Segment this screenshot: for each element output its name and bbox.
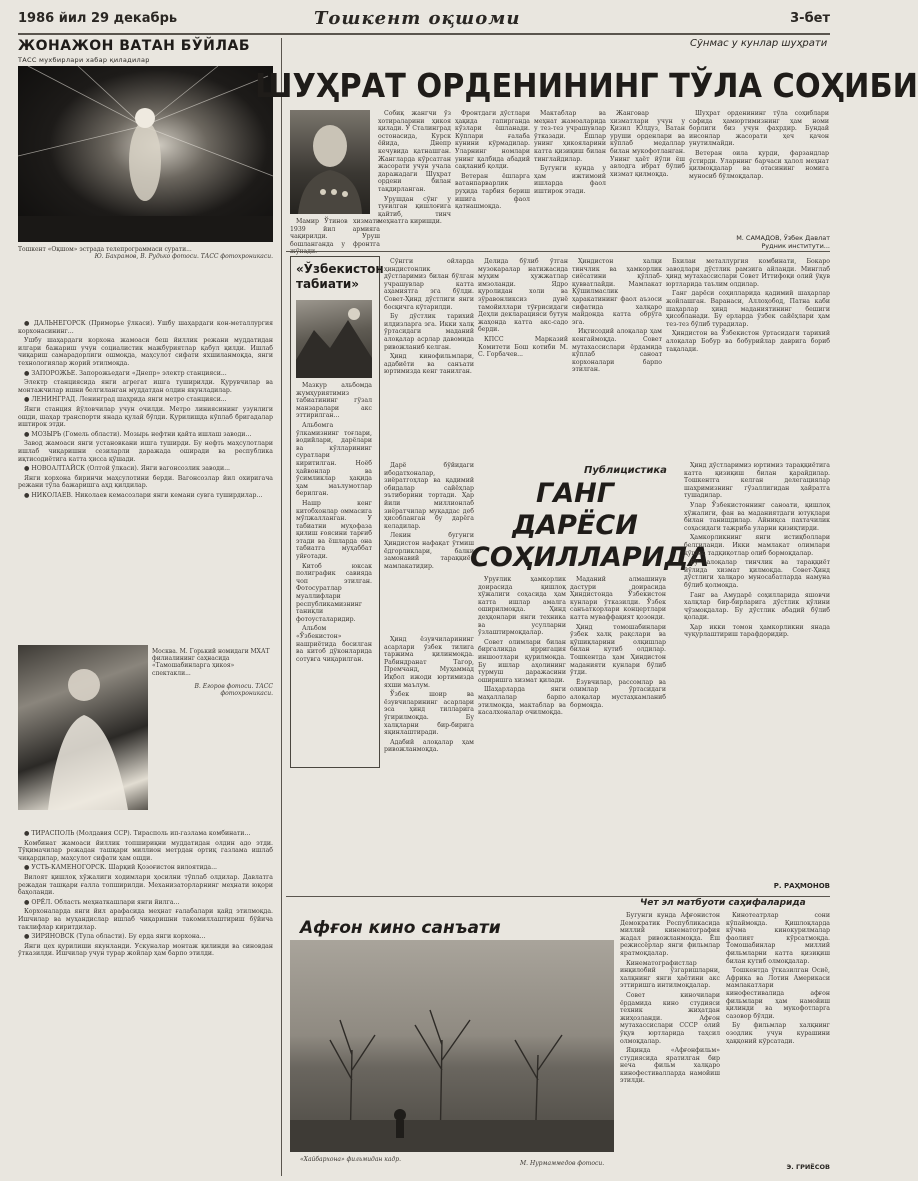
news-item: ● НИКОЛАЕВ. Николаев кемасозлари янги кемани сувга туширдилар... — [24, 491, 263, 499]
center-col-1: Сўнгги ойларда ҳиндистонлик дўстларимиз билан бўлган учрашувлар катта аҳамиятга эга бўлди. Совет-Ҳинд дўстлиги янги босқичга кўтарилди. Бу дўстлик тарихий илдизларга эга. Икки халқ ўртасидаги маданий алоқалар асрлар давомида ривожланиб келган. Ҳинд кинофильмлари, адабиёти ва санъати юртимизда кенг танилган. — [384, 258, 474, 376]
right-spacer — [680, 258, 830, 268]
publicistics-title — [470, 478, 710, 574]
left-news-column: ● ДАЛЬНЕГОРСК (Приморье ўлкаси). Ушбу шаҳардаги кон-металлургия корхонасининг... Ушбу шаҳардаги корхона жамоаси беш йиллик режани муддатидан илгари бажариш учун социалистик мажбуриятлар қабул қилди. Ишлаб чиқариш самарадорлиги ошмоқда, маҳсулот сифати яхшиланмоқда, янги технологиялар жорий этилмоқда. ● ЗАПОРОЖЬЕ. Запорожьедаги «Днепр» электр станцияси... Электр станциясида янги агрегат ишга туширилди. Қурувчилар ва монтажчилар ишни белгиланган муддатдан олдин якунладилар. ● ЛЕНИНГРАД. Ленинград шаҳрида янги метро станцияси... Янги станция йўловчилар учун очилди. Метро линиясининг узунлиги ошди, шаҳар транспорти янада қулай бўлди. Қурилишда кўплаб бригадалар иштирок этди. ● МОЗЫРЬ (Гомель области). Мозырь нефтни қайта ишлаш заводи... Завод жамоаси янги установкани ишга туширди. Бу нефть маҳсулотлари ишлаб чиқаришни сезиларли даражада оширади ва республика иқтисодиётига катта ҳисса қўшади. ● НОВОАЛТАЙСК (Олтой ўлкаси). Янги вагонсозлик заводи... Янги корхона биринчи маҳсулотини берди. Вагонсозлар йил охиригача режани тўла бажаришга аҳд қилдилар. ● НИКОЛАЕВ. Николаев кемасозлари янги кемани сувга туширдилар... — [18, 320, 273, 499]
right-col-text: Ҳинд дўстларимиз юртимиз тараққиётига катта қизиқиш билан қарайдилар. Тошкентга келган делегациялар шаҳримизнинг гўзаллигидан ҳайратга тушадилар. Улар Ўзбекистоннинг саноати, қишлоқ хўжалиги, фан ва маданиятдаги ютуқлари билан танишдилар. Айниқса пахтачилик соҳасидаги тажриба уларни қизиқтирди. Ҳамкорликнинг янги истиқболлари белгиланди. Икки мамлакат олимлари қўшма тадқиқотлар олиб бормоқдалар. Бу алоқалар тинчлик ва тараққиёт йўлида хизмат қилмоқда. Совет-Ҳинд дўстлиги халқаро муносабатларда намуна бўлиб қолмоқда. Ганг ва Амударё соҳилларида яшовчи халқлар бир-бирларига дўстлик қўлини чўзмоқдалар. Бу дўстлик абадий бўлиб қолади. Ҳар икки томон ҳамкорликни янада чуқурлаштириш тарафдоридир. — [684, 462, 830, 639]
feature-text-f: Шуҳрат орденининг тўла соҳиблари сафида ҳамюртимизнинг ҳам номи борлиги биз учун фахрдир. Бундай инсонлар жасорати ҳеч қачон унутилмайди. Ветеран оила қурди, фарзандлар ўстирди. Уларнинг барчаси ҳалол меҳнат қилмоқдалар ва отасининг номига муносиб бўлмоқдалар. — [689, 110, 829, 180]
center-col-8: Ҳинд ёзувчиларининг асарлари ўзбек тилига таржима қилинмоқда. Рабиндранат Тагор, Премчанд, Муҳаммад Иқбол ижоди юртимизда яхши маълум. Ўзбек шоир ва ёзувчиларининг асарлари эса ҳинд тилларига ўгирилмоқда. Бу халқларни бир-бирига яқинлаштиради. Адабий алоқалар ҳам ривожланмоқда. — [384, 636, 474, 754]
nature-box-text: Мазкур альбомда жумҳуриятимиз табиатининг гўзал манзаралари акс эттирилган... Альбомга ўлкамизнинг тоғлари, водийлари, дарёлари ва кўлларининг суратлари киритилган. Ноёб ҳайвонлар ва ўсимликлар ҳақида ҳам маълумотлар берилган. Нашр кенг китобхонлар оммасига мўлжалланган. У табиатни муҳофаза қилиш ғоясини тарғиб этади ва ёшларда она табиатга муҳаббат уйғотади. Китоб юксак полиграфик савияда чоп этилган. Фотосуратлар муаллифлари республикамизнинг таниқли фотоусталаридир. Альбом «Ўзбекистон» нашриётида босилган ва китоб дўконларида сотувга чиқарилган. — [296, 382, 372, 663]
news-item: ● ЗИРЯНОВСК (Тула области). Бу ерда янги корхона... — [24, 933, 206, 941]
feature-text-a: Мамир Ўтинов хизмати 1939 йил армияга чақирилди. Уруш бошланганда у фронтга — [290, 218, 380, 248]
veteran-portrait — [290, 110, 370, 214]
feature-kicker: Сўнмас у кунлар шуҳрати — [690, 38, 828, 49]
nature-box-body: Мазкур альбомда жумҳуриятимиз табиатининг гўзал манзаралари акс эттирилган... — [296, 382, 372, 420]
stage-photo-graphic — [18, 66, 273, 242]
stage-photo-credit: Ю. Бахрамов, В. Рудько фотоси. ТАСС фотохроникаси. — [94, 253, 273, 261]
left-article-title: ЖОНАЖОН ВАТАН БЎЙЛАБ — [18, 38, 251, 54]
veteran-portrait-graphic — [290, 110, 370, 214]
foreign-author: Э. ГРИЁСОВ — [786, 1163, 830, 1171]
stage-photo-caption — [18, 246, 273, 260]
bottom-rule — [286, 896, 830, 897]
publicistics-title-line2: СОҲИЛЛАРИДА — [470, 542, 710, 573]
center-col-4: Бхилаи металлургия комбинати, Бокаро заводлари дўстлик рамзига айланди. Минглаб ҳинд мутахассислари Совет Иттифоқи олий ўқув юртларида таълим олдилар. Ганг дарёси соҳилларида қадимий шаҳарлар жойлашган. Варанаси, Аллоҳобод, Патна каби шаҳарлар ҳинд маданиятининг бешиги ҳисобланади. Бу ерларда ўзбек сайёҳлари ҳам тез-тез бўлиб турадилар. Ҳиндистон ва Ўзбекистон ўртасидаги тарихий алоқалар Бобур ва бобурийлар даврига бориб тақалади. — [666, 258, 830, 353]
page-number: 3-бет — [790, 11, 830, 26]
stage-photo — [18, 66, 273, 242]
theatre-caption-text: Москва. М. Горький номидаги МХАТ филиалининг саҳнасида «Тамошабинларга ҳикоя» спектакли... — [152, 648, 270, 677]
column-divider — [281, 38, 282, 1176]
center-col-2: Делида бўлиб ўтган музокаралар натижасида муҳим ҳужжатлар имзоланди. Ядро қуролидан холи ва зўравонликсиз дунё тамойиллари тўғрисидаги Деҳли декларацияси бутун жаҳонда катта акс-садо берди. КПСС Марказий Комитети Бош котиби М. С. Горбачев... — [478, 258, 568, 359]
feature-text-b: Собиқ жангчи ўз хотираларини ҳикоя қилади. У Сталинград остонасида, Курск ёйида, Днепр кечувида қатнашган. Жангларда кўрсатган жасорати учун учала даражадаги Шуҳрат ордени билан тақдирланган. Урушдан сўнг у туғилган қишлоғига қайтиб, тинч меҳнатга киришди. — [378, 110, 451, 226]
newspaper-name: Тошкент оқшоми — [314, 8, 521, 29]
afghan-photo-credit: М. Нурмаммедов фотоси. — [520, 1160, 605, 1167]
nature-box-title-wrap — [296, 262, 384, 292]
news-item: ● УСТЬ-КАМЕНОГОРСК. Шарқий Қозоғистон вилоятида... — [24, 864, 218, 872]
feature-text-e: Жанговар хизматлари учун у Қизил Юлдуз, Ватан уруши орденлари ва кўплаб медаллар билан мукофотланган. Унинг ҳаёт йўли ёш авлодга ибрат бўлиб хизмат қилмоқда. — [610, 110, 685, 178]
feature-title: ШУҲРАТ ОРДЕНИНИНГ ТЎЛА СОҲИБИ — [255, 66, 918, 105]
theatre-photo — [18, 645, 148, 810]
page-header — [18, 8, 830, 34]
foreign-col-2: Кинотеатрлар сони кўпаймоқда. Қишлоқларда кўчма кинокурилмалар фаолият кўрсатмоқда. Томошабинлар миллий фильмларни катта қизиқиш билан кутиб олмоқдалар. Тошкентда ўтказилган Осиё, Африка ва Лотин Америкаси мамлакатлари кинофестивалида афғон фильмлари ҳам намойиш қилинди ва мукофотларга сазовор бўлди. Бу фильмлар халқнинг озодлик учун курашини ҳаққоний кўрсатади. — [726, 912, 830, 1045]
news-item: ● ОРЁЛ. Область меҳнаткашлари янги йилга... — [24, 898, 180, 906]
header-date: 1986 йил 29 декабрь — [18, 11, 178, 26]
left-article-header — [18, 38, 273, 64]
news-item: ● ЗАПОРОЖЬЕ. Запорожьедаги «Днепр» электр станцияси... — [24, 369, 227, 377]
publicistics-title-line1: ГАНГ ДАРЁСИ — [512, 478, 638, 541]
theatre-photo-graphic — [18, 645, 148, 810]
foreign-col-1: Бугунги кунда Афғонистон Демократик Республикасида миллий кинематография жадал ривожланмоқда. Ёш режиссёрлар янги фильмлар яратмоқдалар. Кинематографистлар инқилобий ўзгаришларни, халқнинг янги ҳаётини акс эттиришга интилмоқдалар. Совет киночилари ёрдамида кино студияси техник жиҳатдан жиҳозланди. Афғон мутахассислари СССР олий ўқув юртларида таҳсил олмоқдалар. Яқинда «Афғонфильм» студиясида яратилган бир неча фильм халқаро кинофестивалларда намойиш этилди. — [620, 912, 720, 1085]
afghan-photo-caption: «Хайбархона» фильмидан кадр. — [300, 1156, 402, 1163]
header-rule — [18, 33, 830, 35]
center-col-3: Ҳиндистон халқи тинчлик ва ҳамкорлик сиёсатини қўллаб-қувватлайди. Мамлакат Қўшилмаслик ҳаракатининг фаол аъзоси сифатида халқаро майдонда катта обрўга эга. Иқтисодий алоқалар ҳам кенгаймоқда. Совет мутахассислари ёрдамида кўплаб саноат корхоналари барпо этилган. — [572, 258, 662, 374]
news-item: ● МОЗЫРЬ (Гомель области). Мозырь нефтни қайта ишлаш заводи... — [24, 430, 252, 438]
left-news-column-bottom: ● ТИРАСПОЛЬ (Молдавия ССР). Тирасполь ип-газлама комбинати... Комбинат жамоаси йиллик топшириқни муддатидан олдин адо этди. Тўқимачилар режадан ташқари миллион метрдан ортиқ газлама ишлаб чиқардилар, маҳсулот сифати ҳам ошди. ● УСТЬ-КАМЕНОГОРСК. Шарқий Қозоғистон вилоятида... Вилоят қишлоқ хўжалиги ходимлари ҳосилни тўплаб олдилар. Давлатга режадан ташқари ғалла топширилди. Механизаторларнинг меҳнати юқори баҳоланди. ● ОРЁЛ. Область меҳнаткашлари янги йилга... Корхоналарда янги йил арафасида меҳнат ғалабалари қайд этилмоқда. Ишчилар ва муҳандислар ишлаб чиқаришни такомиллаштириш бўйича таклифлар киритдилар. ● ЗИРЯНОВСК (Тула области). Бу ерда янги корхона... Янги цех қурилиши якунланди. Ускуналар монтаж қилинди ва синовдан ўтказилди. Ишчилар учун турар жойлар ҳам барпо этилди. — [18, 830, 273, 958]
nature-photo-graphic — [296, 300, 372, 378]
afghan-film-photo-graphic — [290, 940, 614, 1152]
theatre-photo-caption — [152, 648, 273, 818]
feature-text-c: Фронтдаги дўстлари ҳақида гапирганда кўзлари ёшланади. Кўплари ғалаба кунини кўрмадилар. Уларнинг номлари унинг қалбида абадий сақланиб қолди. Ветеран ёшларга ватанпарварлик руҳида тарбия бериш ишига фаол қатнашмоқда. — [455, 110, 530, 211]
center-col-6: Уруғлик ҳамкорлик доирасида қишлоқ хўжалиги соҳасида ҳам катта ишлар амалга оширилмоқда. Ҳинд деҳқонлари янги техника ва усулларни ўзлаштирмоқдалар. Совет олимлари билан биргаликда ирригация иншоотлари қурилмоқда. Бу ишлар аҳолининг турмуш даражасини оширишга хизмат қилади. Шаҳарларда янги маҳаллалар барпо этилмоқда, мактаблар ва касалхоналар очилмоқда. — [478, 576, 566, 717]
center-col-7: Маданий алмашинув дастури доирасида Ҳиндистонда Ўзбекистон кунлари ўтказилди. Ўзбек санъаткорлари концертлари катта муваффақият қозонди. Ҳинд томошабинлари ўзбек халқ рақслари ва қўшиқларини олқишлар билан кутиб олдилар. Тошкентда ҳам Ҳиндистон маданияти кунлари бўлиб ўтди. Ёзувчилар, рассомлар ва олимлар ўртасидаги алоқалар мустаҳкамланиб бормоқда. — [570, 576, 666, 709]
nature-box-title: «Ўзбекистон табиати» — [296, 262, 384, 291]
left-article-subtitle: ТАСС мухбирлари хабар қиладилар — [18, 56, 150, 64]
news-item: ● ЛЕНИНГРАД. Ленинград шаҳрида янги метро станцияси... — [24, 396, 227, 404]
stage-photo-caption-text: Тошкент «Оқшом» эстрада телепрограммаси сурати... — [18, 246, 192, 253]
news-item: ● ТИРАСПОЛЬ (Молдавия ССР). Тирасполь ип-газлама комбинати... — [24, 830, 251, 837]
center-col-5: Дарё бўйидаги ибодатхоналар, зиёратгоҳлар ва қадимий обидалар сайёҳлар эътиборини тортади. Ҳар йили миллионлаб зиёратчилар муқаддас деб ҳисобланган бу дарёга келадилар. Лекин бугунги Ҳиндистон нафақат ўтмиш ёдгорликлари, балки замонавий тараққиёт мамлакатидир. — [384, 462, 474, 570]
news-item: ● ДАЛЬНЕГОРСК (Приморье ўлкаси). Ушбу шаҳардаги кон-металлургия корхонасининг... — [18, 320, 273, 335]
feature-author: М. САМАДОВ, Ўзбек Давлат Рудник институти... — [736, 234, 830, 250]
nature-photo — [296, 300, 372, 378]
feature-text-d: Мактаблар ва меҳнат жамоаларида у тез-тез учрашувлар ўтказади. Ёшлар унинг ҳикояларини катта қизиқиш билан тинглайдилар. Бугунги кунда у ҳам ижтимоий ишларда фаол иштирок этади. — [534, 110, 606, 195]
afghan-film-photo — [290, 940, 614, 1152]
publicistics-author: Р. РАҲМОНОВ — [773, 882, 830, 890]
center-credit: КПСС Марказий Комитети Бош котиби М. С. Горбачев... — [478, 335, 568, 359]
news-item: ● НОВОАЛТАЙСК (Олтой ўлкаси). Янги вагонсозлик заводи... — [24, 465, 231, 473]
foreign-press-title: Афғон кино санъати — [300, 918, 501, 938]
foreign-press-label: Чет эл матбуоти саҳифаларида — [640, 898, 806, 908]
publicistics-label: Публицистика — [584, 465, 667, 476]
theatre-photo-credit: В. Егоров фотоси. ТАСС фотохроникаси. — [194, 682, 273, 698]
feature-rule — [286, 251, 830, 252]
